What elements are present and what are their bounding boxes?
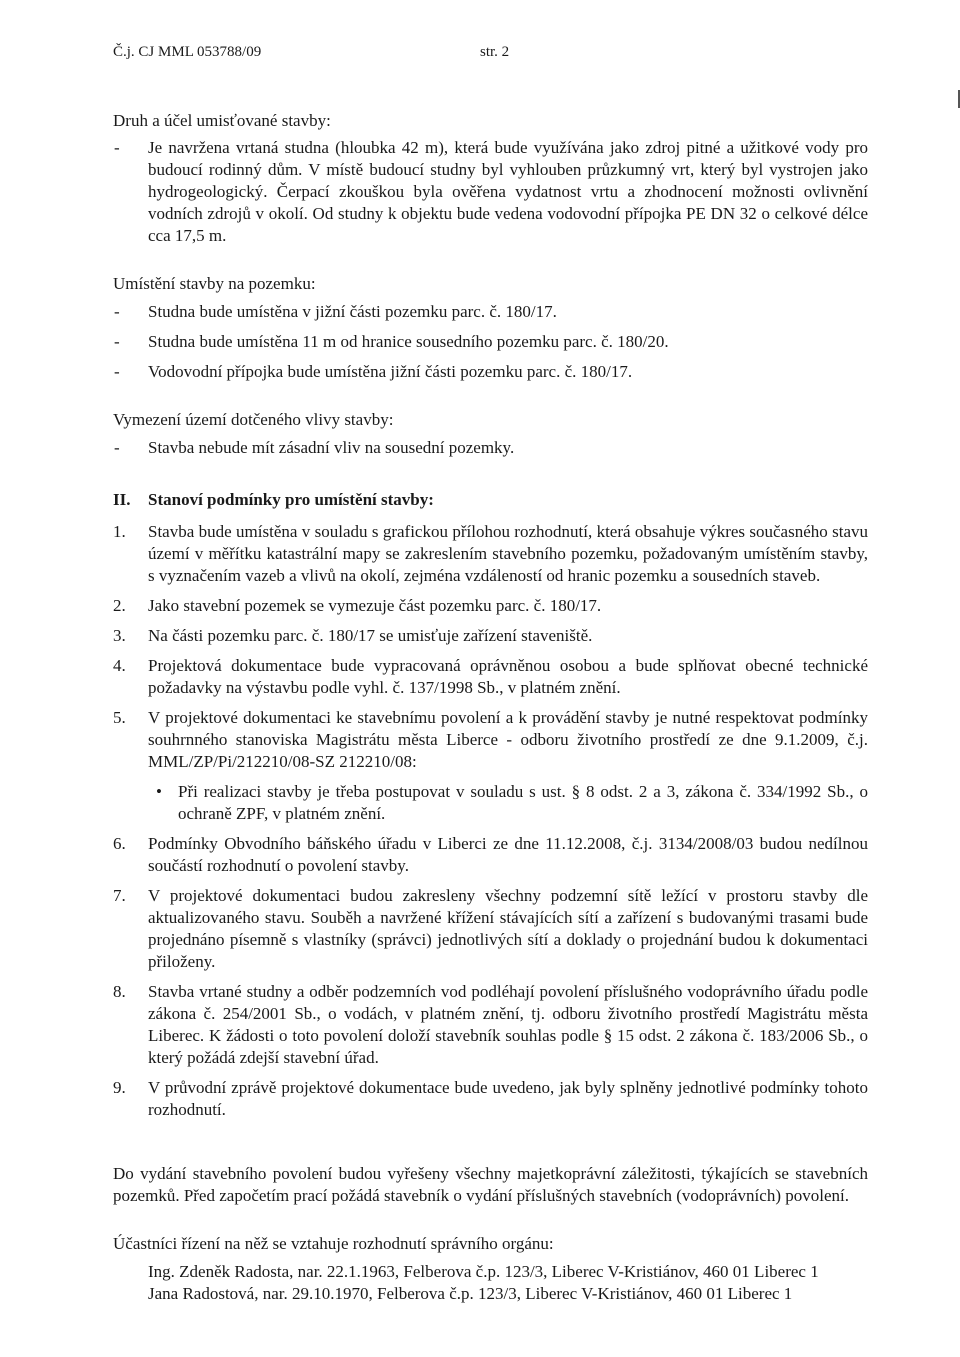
condition-number: 1. — [113, 522, 126, 541]
section-podminky — [113, 489, 868, 1121]
participant-line: Jana Radostová, nar. 29.10.1970, Felberova č.p. 123/3, Liberec V-Kristiánov, 460 01 Liberec 1 — [148, 1284, 793, 1303]
condition-body — [148, 707, 868, 825]
condition-item — [113, 625, 868, 647]
list-item: - Stavba nebude mít zásadní vliv na sousední pozemky. — [113, 437, 868, 459]
section-heading-text: Stanoví podmínky pro umístění stavby: — [148, 490, 434, 509]
condition-item — [113, 521, 868, 587]
condition-text: Projektová dokumentace bude vypracovaná oprávněnou osobou a bude splňovat obecné technické požadavky na výstavbu podle vyhl. č. 137/1998 Sb., v platném znění. — [148, 656, 868, 697]
participants-title: Účastníci řízení na něž se vztahuje rozhodnutí správního orgánu: — [113, 1234, 554, 1253]
page-header — [113, 44, 510, 61]
condition-text: Stavba bude umístěna v souladu s grafickou přílohou rozhodnutí, která obsahuje výkres současného stavu území v měřítku katastrální mapy se zakreslením stavebního pozemku, požadovaným umístěním stavby, s vyznačením vazeb a vlivů na okolí, zejména vzdáleností od hranic pozemku a sousedních staveb. — [148, 522, 868, 585]
condition-number: 3. — [113, 626, 126, 645]
condition-bullet — [148, 781, 868, 825]
condition-number: 9. — [113, 1078, 126, 1097]
participant-line: Ing. Zdeněk Radosta, nar. 22.1.1963, Felberova č.p. 123/3, Liberec V-Kristiánov, 460 01 Liberec 1 — [148, 1262, 819, 1281]
condition-number: 6. — [113, 834, 126, 853]
reference-number: Č.j. CJ MML 053788/09 — [113, 44, 262, 60]
dash-list — [113, 137, 868, 247]
participants-block — [113, 1233, 868, 1305]
condition-text: Na části pozemku parc. č. 180/17 se umisťuje zařízení staveniště. — [148, 626, 593, 645]
section-title: Druh a účel umisťované stavby: — [113, 111, 331, 130]
conditions-list — [113, 521, 868, 1121]
list-item: - Je navržena vrtaná studna (hloubka 42 m), která bude využívána jako zdroj pitné a užitkové vody pro budoucí rodinný dům. V místě budoucí studny byl vyhlouben průzkumný vrt, který byl vystrojen jako hydrogeologický. Čerpací zkouškou byla ověřena vydatnost vrtu a zhodnocení možnosti ovlivnění vodních zdrojů v okolí. Od studny k objektu bude vedena vodovodní přípojka PE DN 32 o celkové délce cca 17,5 m. — [113, 137, 868, 247]
condition-text: Stavba vrtané studny a odběr podzemních vod podléhají povolení příslušného vodoprávního úřadu podle zákona č. 254/2001 Sb., o vodách, v platném znění, tj. odboru životního prostředí Magistrátu města Liberec. K žádosti o toto povolení doloží stavebník souhlas podle § 15 odst. 2 zákona č. 183/2006 Sb., o který požádá zdejší stavební úřad. — [148, 982, 868, 1067]
list-item: - Studna bude umístěna v jižní části pozemku parc. č. 180/17. — [113, 301, 868, 323]
condition-text: V projektové dokumentaci budou zakresleny všechny podzemní sítě ležící v prostoru stavby dle aktualizovaného stavu. Souběh a navržené křížení stávajících sítí a zařízení s budovanými trasami bude projednáno písemně s vlastníky (správci) jednotlivých sítí a doklady o projednání budou k dokumentaci přiloženy. — [148, 886, 868, 971]
condition-number: 8. — [113, 982, 126, 1001]
condition-text: Podmínky Obvodního báňského úřadu v Liberci ze dne 11.12.2008, č.j. 3134/2008/03 budou nedílnou součástí rozhodnutí o povolení stavby. — [148, 834, 868, 875]
condition-number: 5. — [113, 708, 126, 727]
document-body — [113, 110, 868, 1305]
condition-item — [113, 595, 868, 617]
list-item: - Vodovodní přípojka bude umístěna jižní části pozemku parc. č. 180/17. — [113, 361, 868, 383]
section-vymezeni — [113, 409, 868, 459]
dash-list — [113, 301, 868, 383]
condition-item — [113, 833, 868, 877]
section-heading — [113, 489, 868, 511]
condition-item — [113, 885, 868, 973]
condition-item — [113, 707, 868, 825]
condition-item — [113, 655, 868, 699]
section-druh — [113, 110, 868, 247]
section-title: Vymezení území dotčeného vlivy stavby: — [113, 410, 394, 429]
condition-text: V projektové dokumentaci ke stavebnímu povolení a k provádění stavby je nutné respektovat podmínky souhrnného stanoviska Magistrátu města Liberce - odboru životního prostředí ze dne 9.1.2009, č.j. MML/ZP/Pi/212210/08-SZ 212210/08: — [148, 708, 868, 771]
condition-text: V průvodní zprávě projektové dokumentace bude uvedeno, jak byly splněny jednotlivé podmínky tohoto rozhodnutí. — [148, 1078, 868, 1119]
dash-list — [113, 437, 868, 459]
condition-number: 2. — [113, 596, 126, 615]
page-number: str. 2 — [480, 44, 510, 60]
condition-item — [113, 1077, 868, 1121]
condition-text: Jako stavební pozemek se vymezuje část pozemku parc. č. 180/17. — [148, 596, 602, 615]
condition-number: 4. — [113, 656, 126, 675]
bullet-dot-icon: • — [156, 782, 162, 801]
section-title: Umístění stavby na pozemku: — [113, 274, 316, 293]
section-number: II. — [113, 490, 131, 509]
closing-paragraph: Do vydání stavebního povolení budou vyřešeny všechny majetkoprávní záležitosti, týkajících se stavebních pozemků. Před započetím prací požádá stavebník o vydání příslušných stavebních (vodoprávních) povolení. — [113, 1164, 868, 1205]
section-umisteni — [113, 273, 868, 383]
list-item: - Studna bude umístěna 11 m od hranice sousedního pozemku parc. č. 180/20. — [113, 331, 868, 353]
bullet-text: Při realizaci stavby je třeba postupovat v souladu s ust. § 8 odst. 2 a 3, zákona č. 334/1992 Sb., o ochraně ZPF, v platném znění. — [178, 782, 868, 823]
condition-number: 7. — [113, 886, 126, 905]
condition-item — [113, 981, 868, 1069]
